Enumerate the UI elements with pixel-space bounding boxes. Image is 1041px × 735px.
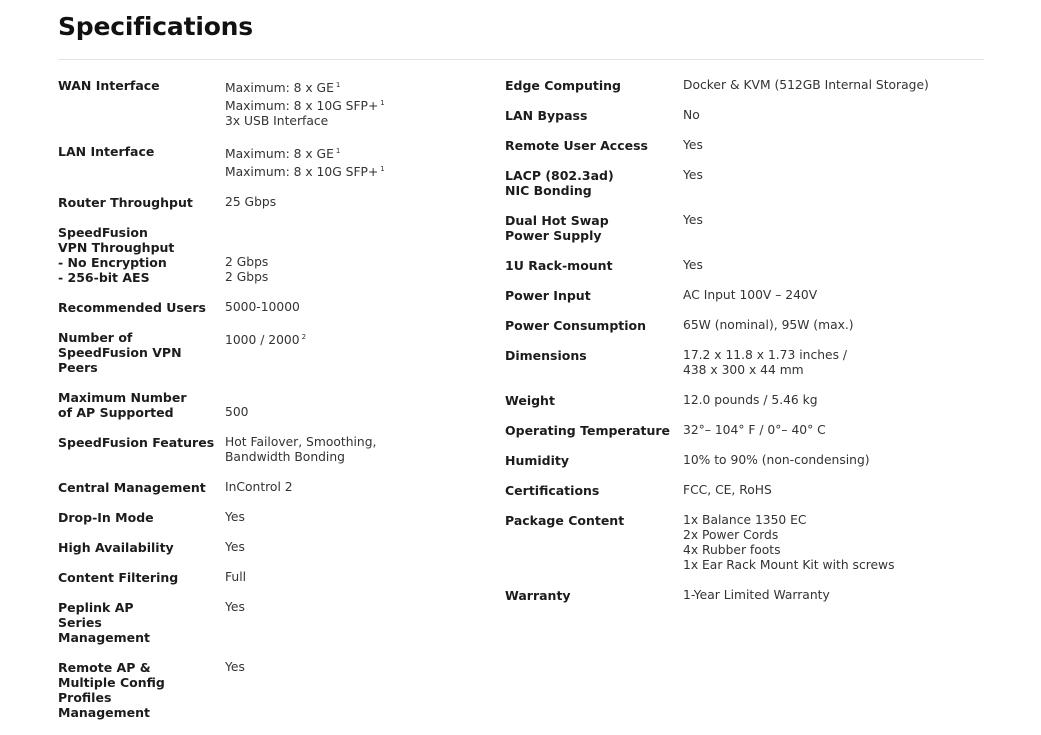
spec-value: [683, 453, 985, 468]
footnote-marker: 1: [335, 147, 341, 155]
spec-sublabel: - 256-bit AES: [58, 270, 150, 285]
spec-row: [58, 78, 478, 129]
spec-label-text: LAN Interface: [58, 144, 155, 159]
spec-value-line: FCC, CE, RoHS: [683, 483, 772, 497]
title-divider: [58, 59, 984, 60]
spec-value-line: Yes: [225, 540, 245, 554]
spec-label-text: Weight: [505, 393, 555, 408]
spec-value: [683, 588, 985, 603]
spec-column-right: [505, 78, 985, 618]
spec-label: [58, 600, 225, 645]
spec-row: [505, 78, 985, 93]
spec-label: [58, 570, 225, 585]
spec-value-line: 1-Year Limited Warranty: [683, 588, 830, 602]
spec-value-line: 1000 / 2000 $^2$: [225, 333, 307, 347]
spec-value: [225, 540, 478, 555]
spec-row: [505, 258, 985, 273]
spec-value-line: Yes: [683, 213, 703, 227]
spec-label: [58, 300, 225, 315]
spec-row: [58, 390, 478, 420]
spec-row: [505, 168, 985, 198]
footnote-marker: 1: [380, 165, 385, 173]
spec-value-line: Bandwidth Bonding: [225, 450, 345, 464]
spec-value-line: 12.0 pounds / 5.46 kg: [683, 393, 818, 407]
spec-value: [225, 330, 478, 375]
spec-value: [683, 168, 985, 198]
spec-label: [58, 435, 225, 465]
spec-label-text: Warranty: [505, 588, 571, 603]
footnote-marker: 1: [380, 99, 385, 107]
spec-label-text: LAN Bypass: [505, 108, 588, 123]
spec-label: [505, 138, 683, 153]
spec-label: [58, 390, 225, 420]
spec-label-text: Power Input: [505, 288, 591, 303]
spec-value: [683, 393, 985, 408]
spec-value: [683, 78, 985, 93]
spec-value-line: Yes: [683, 138, 703, 152]
spec-row: [58, 144, 478, 180]
spec-label: [505, 168, 683, 198]
spec-label-text: Certifications: [505, 483, 600, 498]
spec-label-text: Dual Hot Swap Power Supply: [505, 213, 609, 243]
spec-label: [58, 78, 225, 129]
spec-label-text: Maximum Number of AP Supported: [58, 390, 187, 420]
spec-label: [505, 213, 683, 243]
spec-label-text: Remote User Access: [505, 138, 648, 153]
spec-value: [683, 483, 985, 498]
spec-value-line: 17.2 x 11.8 x 1.73 inches /: [683, 348, 848, 362]
spec-value: [225, 78, 478, 129]
spec-row: [505, 138, 985, 153]
spec-column-left: [58, 78, 478, 735]
spec-label: [58, 330, 225, 375]
footnote-marker: 1: [335, 81, 341, 89]
spec-value-line: 2 Gbps: [225, 270, 269, 284]
spec-label-text: Peplink AP Series Management: [58, 600, 151, 645]
spec-row: [505, 588, 985, 603]
spec-value-line: Maximum: 8 x 10G SFP+ $^1$: [225, 99, 385, 113]
spec-value-line: Maximum: 8 x GE $^1$: [225, 81, 341, 95]
spec-row: [505, 513, 985, 573]
spec-value-line: 5000-10000: [225, 300, 300, 314]
spec-value-line: Maximum: 8 x 10G SFP+ $^1$: [225, 165, 385, 179]
spec-label: [58, 510, 225, 525]
spec-value-line: 2 Gbps: [225, 255, 269, 269]
spec-row: [58, 510, 478, 525]
spec-row: [505, 423, 985, 438]
spec-value: [225, 144, 478, 180]
spec-label-text: Router Throughput: [58, 195, 193, 210]
spec-row: [505, 453, 985, 468]
spec-value-line: Yes: [683, 258, 703, 272]
spec-row: [505, 483, 985, 498]
spec-label: [505, 453, 683, 468]
spec-label: [505, 588, 683, 603]
spec-row: [505, 393, 985, 408]
spec-label-text: Edge Computing: [505, 78, 622, 93]
spec-label-text: SpeedFusion Features: [58, 435, 215, 450]
spec-row: [58, 195, 478, 210]
spec-value: [683, 288, 985, 303]
spec-label: [505, 78, 683, 93]
spec-label: [58, 540, 225, 555]
spec-value: [683, 258, 985, 273]
spec-label-text: LACP (802.3ad) NIC Bonding: [505, 168, 614, 198]
spec-row: [58, 225, 478, 285]
spec-value: [225, 225, 478, 285]
spec-row: [505, 288, 985, 303]
spec-label: [505, 258, 683, 273]
spec-row: [505, 108, 985, 123]
spec-value-line: Full: [225, 570, 247, 584]
spec-label: [505, 348, 683, 378]
spec-value: [225, 600, 478, 645]
spec-label-text: WAN Interface: [58, 78, 160, 93]
spec-value-line: Maximum: 8 x GE $^1$: [225, 147, 341, 161]
spec-row: [58, 570, 478, 585]
spec-value-line: 438 x 300 x 44 mm: [683, 363, 804, 377]
spec-value-line: AC Input 100V – 240V: [683, 288, 818, 302]
spec-label: [58, 195, 225, 210]
spec-label: [505, 288, 683, 303]
spec-value: [683, 213, 985, 243]
spec-value: [683, 513, 985, 573]
spec-label-text: 1U Rack-mount: [505, 258, 613, 273]
spec-row: [58, 540, 478, 555]
spec-label-text: Content Filtering: [58, 570, 179, 585]
spec-label-text: Package Content: [505, 513, 625, 528]
spec-label-text: Power Consumption: [505, 318, 647, 333]
spec-sublabel: - No Encryption: [58, 255, 167, 270]
spec-label: [58, 660, 225, 720]
spec-value: [683, 348, 985, 378]
spec-label-text: Recommended Users: [58, 300, 206, 315]
spec-value-line: InControl 2: [225, 480, 293, 494]
spec-label: [505, 423, 683, 438]
spec-value-line: 65W (nominal), 95W (max.): [683, 318, 854, 332]
spec-value-line: 32°– 104° F / 0°– 40° C: [683, 423, 826, 437]
page-title: Specifications: [58, 12, 253, 41]
spec-row: [505, 318, 985, 333]
spec-value-line: 2x Power Cords: [683, 528, 779, 542]
spec-row: [58, 330, 478, 375]
spec-value: [683, 108, 985, 123]
spec-value-line: Yes: [225, 600, 245, 614]
spec-value-line: Yes: [225, 660, 245, 674]
spec-value: [225, 435, 478, 465]
spec-row: [58, 300, 478, 315]
spec-label: [58, 144, 225, 180]
spec-value: [225, 660, 478, 720]
spec-row: [58, 660, 478, 720]
spec-label: [505, 108, 683, 123]
spec-label-text: Remote AP & Multiple Config Profiles Management: [58, 660, 165, 720]
footnote-marker: 2: [301, 333, 307, 341]
spec-value-line: 10% to 90% (non-condensing): [683, 453, 870, 467]
spec-row: [505, 348, 985, 378]
spec-label: [505, 483, 683, 498]
spec-value: [225, 570, 478, 585]
spec-label-text: Dimensions: [505, 348, 587, 363]
spec-value-line: Yes: [683, 168, 703, 182]
spec-value: [225, 195, 478, 210]
spec-value: [683, 423, 985, 438]
spec-value: [225, 390, 478, 420]
spec-value-line: 3x USB Interface: [225, 114, 329, 128]
spec-label: [505, 318, 683, 333]
spec-value-line: 1x Ear Rack Mount Kit with screws: [683, 558, 895, 572]
spec-label: [58, 480, 225, 495]
spec-value: [225, 510, 478, 525]
spec-label-text: Central Management: [58, 480, 206, 495]
spec-value-line: 1x Balance 1350 EC: [683, 513, 807, 527]
spec-value: [683, 138, 985, 153]
spec-value-line: 4x Rubber foots: [683, 543, 781, 557]
spec-label-text: Operating Temperature: [505, 423, 671, 438]
spec-value-line: No: [683, 108, 700, 122]
spec-row: [505, 213, 985, 243]
spec-value-line: Docker & KVM (512GB Internal Storage): [683, 78, 929, 92]
spec-value: [225, 300, 478, 315]
spec-row: [58, 600, 478, 645]
spec-value: [225, 480, 478, 495]
spec-value-line: 25 Gbps: [225, 195, 277, 209]
spec-label-text: SpeedFusion VPN Throughput: [58, 225, 175, 255]
spec-value: [683, 318, 985, 333]
spec-label: [505, 393, 683, 408]
spec-row: [58, 480, 478, 495]
spec-value-line: Yes: [225, 510, 245, 524]
spec-label: [58, 225, 225, 285]
spec-label-text: Drop-In Mode: [58, 510, 154, 525]
spec-label: [505, 513, 683, 573]
spec-value-line: 500: [225, 405, 249, 419]
spec-label-text: High Availability: [58, 540, 174, 555]
spec-label-text: Humidity: [505, 453, 570, 468]
spec-label-text: Number of SpeedFusion VPN Peers: [58, 330, 182, 375]
spec-row: [58, 435, 478, 465]
spec-value-line: Hot Failover, Smoothing,: [225, 435, 377, 449]
